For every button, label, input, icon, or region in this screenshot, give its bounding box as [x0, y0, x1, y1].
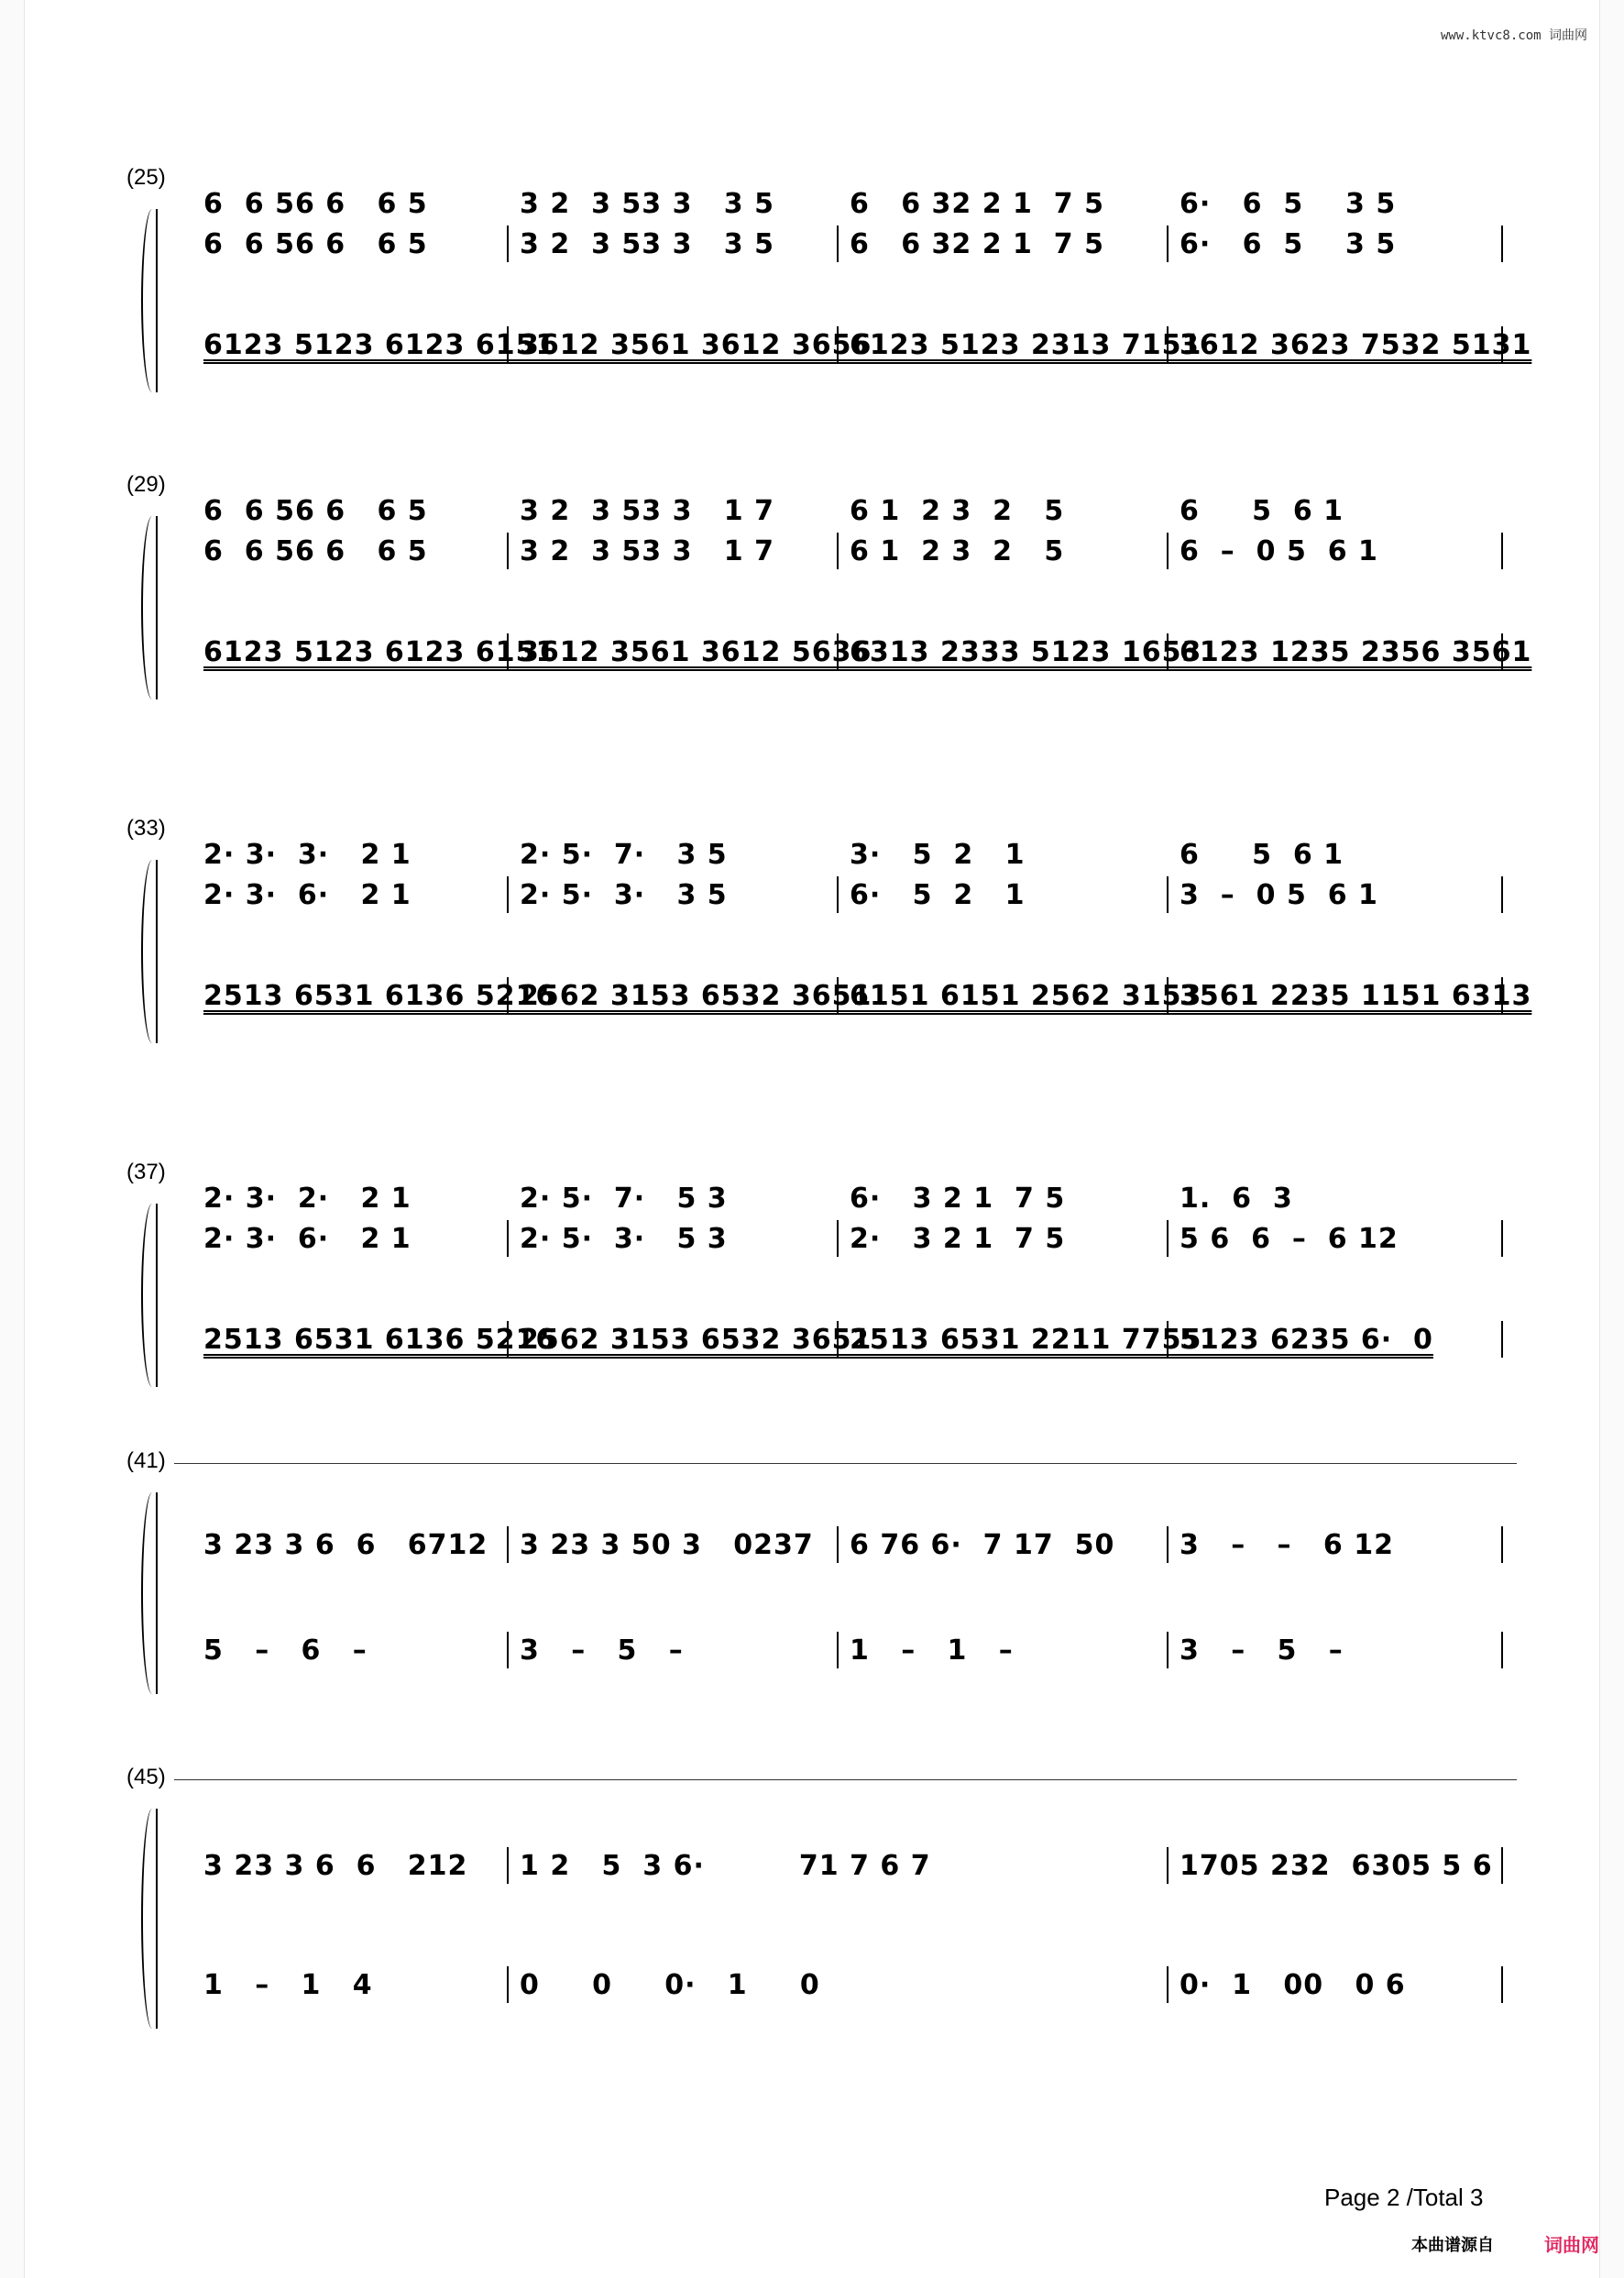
measure: 3 23 3 50 3 0237	[509, 1526, 839, 1563]
system-left-barline	[156, 209, 158, 392]
treble-staff	[192, 1847, 1503, 1884]
measure: 3 – – 6 12	[1169, 1526, 1503, 1563]
grand-staff-brace	[141, 1492, 163, 1694]
bass-staff	[192, 1321, 1503, 1358]
treble-staff	[192, 876, 1503, 913]
system-left-barline	[156, 1492, 158, 1694]
measure: 1 – 1 4	[192, 1966, 509, 2003]
measure: 3 – 5 –	[509, 1632, 839, 1668]
measure: 6123 5123 6123 6151	[192, 633, 509, 670]
measure: 3 – 5 –	[1169, 1632, 1503, 1668]
treble-staff	[192, 226, 1503, 262]
measure: 6 – 0 5 6 1	[1169, 533, 1503, 569]
measure: 2513 6531 6136 5216	[192, 1321, 509, 1358]
grand-staff-brace	[141, 860, 163, 1043]
left-watermark-strip	[0, 0, 25, 2278]
measure: 5 6 6 – 6 12	[1169, 1220, 1503, 1257]
measure: 1705 232 6305 5 6	[1169, 1847, 1503, 1884]
system-45	[128, 1765, 1503, 2040]
measure: 6· 6 5 3 5	[1169, 226, 1503, 262]
treble-staff	[192, 1220, 1503, 1257]
treble-voice-upper: 6 6 56 6 6 5 3 2 3 53 3 1 7 6 1 2 3 2 5 6 5 6 1	[203, 494, 1344, 527]
measure: 3612 3623 7532 5131	[1169, 326, 1503, 363]
treble-staff	[192, 533, 1503, 569]
measure-number: (33)	[126, 816, 166, 841]
measure: 2562 3153 6532 3651	[509, 977, 839, 1014]
measure: 5 – 6 –	[192, 1632, 509, 1668]
measure: 6123 5123 2313 7151	[839, 326, 1169, 363]
system-29	[126, 472, 1532, 701]
measure: 6123 5123 6123 6151	[192, 326, 509, 363]
measure: 0 0 0· 1 0	[509, 1966, 1169, 2003]
measure: 6123 1235 2356 3561	[1169, 633, 1503, 670]
measure: 3 2 3 53 3 1 7	[509, 533, 839, 569]
measure-number: (41)	[126, 1448, 166, 1473]
measure: 6 6 56 6 6 5	[192, 533, 509, 569]
bass-staff	[192, 326, 1532, 363]
measure: 6313 2333 5123 1653	[839, 633, 1169, 670]
system-left-barline	[156, 1204, 158, 1387]
measure: 6 6 32 2 1 7 5	[839, 226, 1169, 262]
bass-staff	[192, 1632, 1503, 1668]
measure: 6 1 2 3 2 5	[839, 533, 1169, 569]
treble-staff	[192, 1526, 1503, 1563]
measure: 2· 3· 6· 2 1	[192, 876, 509, 913]
measure-number: (45)	[126, 1765, 166, 1789]
system-left-barline	[156, 1809, 158, 2029]
measure: 6 6 56 6 6 5	[192, 226, 509, 262]
measure: 3 2 3 53 3 3 5	[509, 226, 839, 262]
site-url: www.ktvc8.com 词曲网	[1440, 28, 1587, 43]
grand-staff-brace	[141, 1809, 163, 2029]
measure: 1 2 5 3 6· 71 7 6 7	[509, 1847, 1169, 1884]
measure-number: (29)	[126, 472, 166, 497]
system-left-barline	[156, 860, 158, 1043]
bass-staff	[192, 633, 1532, 670]
treble-voice-upper: 6 6 56 6 6 5 3 2 3 53 3 3 5 6 6 32 2 1 7 5 6· 6 5 3 5	[203, 187, 1397, 220]
measure: 3612 3561 3612 3656	[509, 326, 839, 363]
measure: 6151 6151 2562 3153	[839, 977, 1169, 1014]
measure: 1 – 1 –	[839, 1632, 1169, 1668]
treble-voice-upper: 2· 3· 3· 2 1 2· 5· 7· 3 5 3· 5 2 1 6 5 6 1	[203, 838, 1344, 871]
measure: 3 23 3 6 6 212	[192, 1847, 509, 1884]
measure: 6 76 6· 7 17 50	[839, 1526, 1169, 1563]
measure: 2· 3 2 1 7 5	[839, 1220, 1169, 1257]
treble-voice-upper: 2· 3· 2· 2 1 2· 5· 7· 5 3 6· 3 2 1 7 5 1. 6 3	[203, 1182, 1293, 1215]
measure: 2513 6531 6136 5216	[192, 977, 509, 1014]
site-logo[interactable]: 词曲网	[1544, 2236, 1599, 2256]
system-41	[128, 1448, 1503, 1705]
grand-staff-brace	[141, 209, 163, 392]
measure: 0· 1 00 0 6	[1169, 1966, 1503, 2003]
top-staff-line	[174, 1779, 1517, 1780]
measure-number: (37)	[126, 1160, 166, 1184]
source-label: 本曲谱源自	[1411, 2236, 1494, 2254]
measure: 2· 5· 3· 3 5	[509, 876, 839, 913]
bass-staff	[192, 977, 1532, 1014]
measure-number: (25)	[126, 165, 166, 190]
measure: 2· 5· 3· 5 3	[509, 1220, 839, 1257]
grand-staff-brace	[141, 516, 163, 699]
measure: 5123 6235 6· 0	[1169, 1321, 1503, 1358]
measure: 3612 3561 3612 5636	[509, 633, 839, 670]
system-25	[126, 165, 1532, 394]
system-37	[128, 1160, 1503, 1389]
measure: 3 23 3 6 6 6712	[192, 1526, 509, 1563]
measure: 3 – 0 5 6 1	[1169, 876, 1503, 913]
page-indicator: Page 2 /Total 3	[1324, 2184, 1484, 2211]
measure: 2· 3· 6· 2 1	[192, 1220, 509, 1257]
measure: 3561 2235 1151 6313	[1169, 977, 1503, 1014]
measure: 2513 6531 2211 7755	[839, 1321, 1169, 1358]
top-staff-line	[174, 1463, 1517, 1464]
system-left-barline	[156, 516, 158, 699]
system-33	[126, 816, 1532, 1045]
bass-staff	[192, 1966, 1503, 2003]
right-watermark-strip	[1599, 0, 1624, 2278]
grand-staff-brace	[141, 1204, 163, 1387]
measure: 2562 3153 6532 3651	[509, 1321, 839, 1358]
measure: 6· 5 2 1	[839, 876, 1169, 913]
